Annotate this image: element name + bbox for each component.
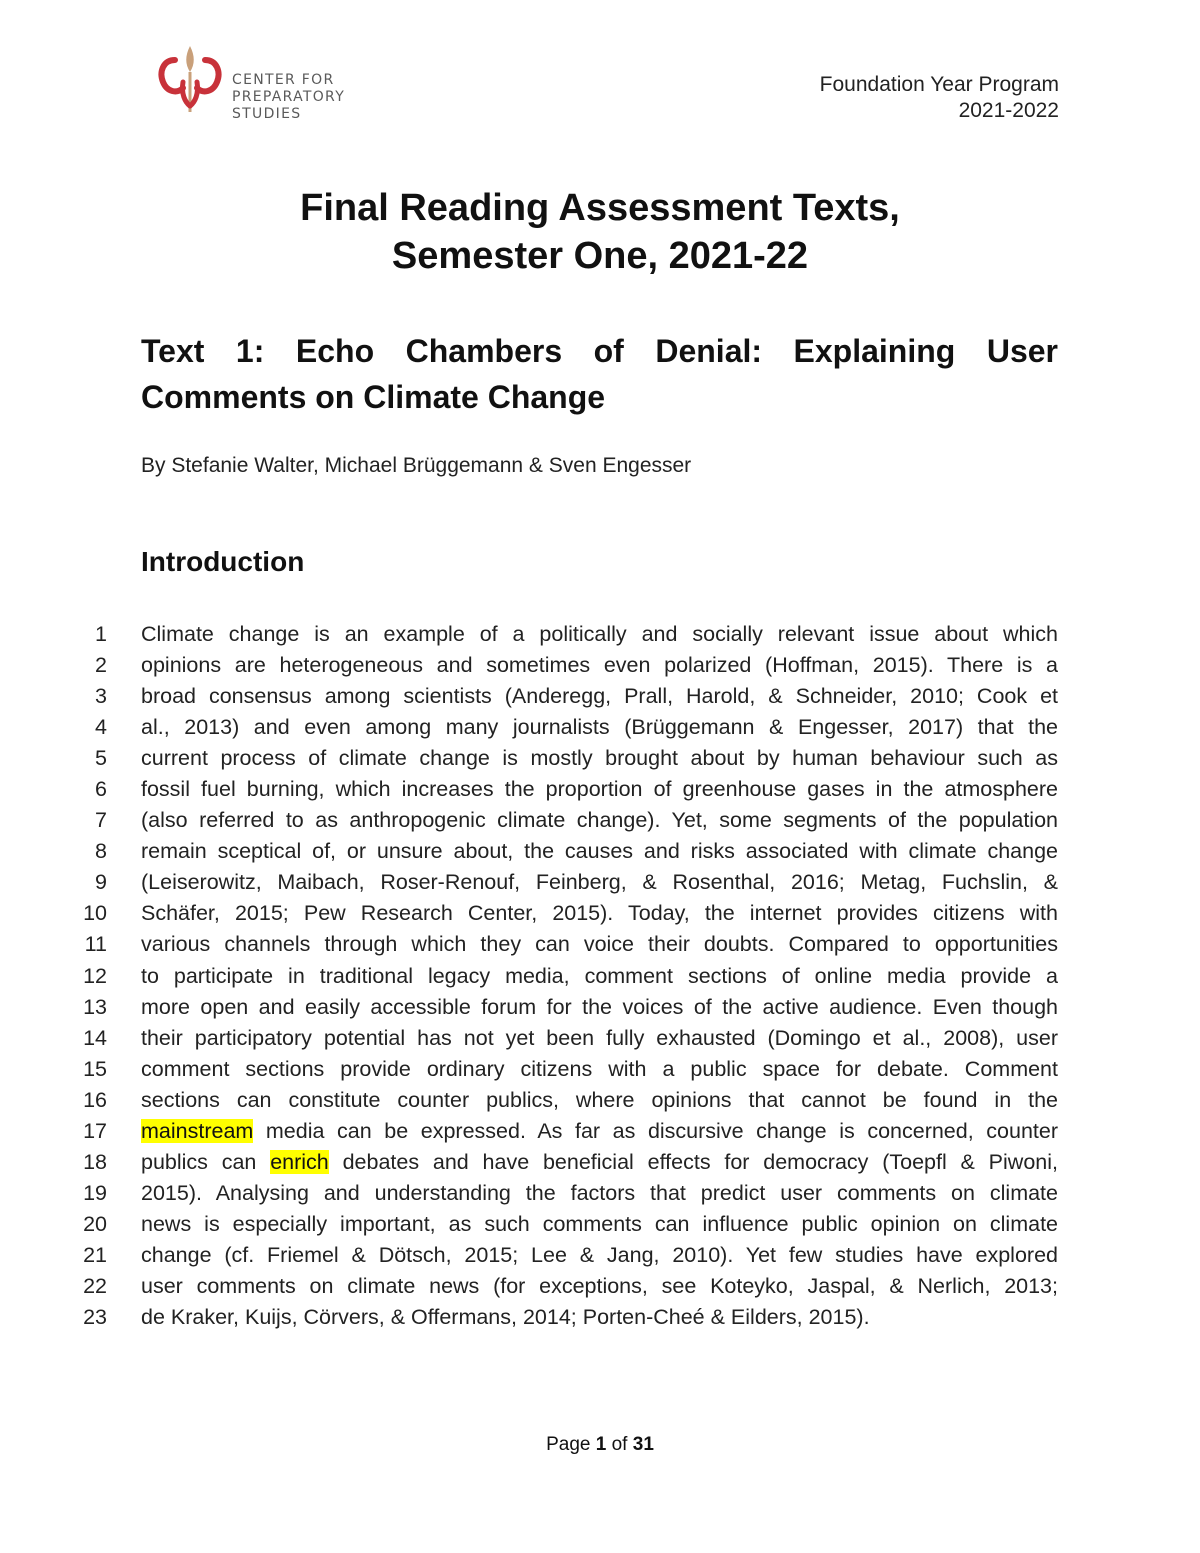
- line-number: 15: [83, 1056, 107, 1081]
- line-number: 12: [83, 963, 107, 988]
- center-for-preparatory-studies-logo-icon: [155, 42, 225, 114]
- line-text: [141, 1178, 1058, 1209]
- text-line: [0, 681, 1200, 712]
- line-number: 3: [95, 684, 107, 709]
- line-text: [141, 712, 1058, 743]
- header-program-info: [820, 72, 1059, 124]
- line-text-content: [141, 1116, 1058, 1147]
- line-text-content: 2015). Analysing and understanding the factors that predict user comments on climate: [141, 1180, 1058, 1205]
- text-line: [0, 898, 1200, 929]
- line-number: 21: [83, 1242, 107, 1267]
- line-number: 20: [83, 1211, 107, 1236]
- line-text-content: (also referred to as anthropogenic climate change). Yet, some segments of the population: [141, 808, 1058, 833]
- page-word: Page: [546, 1434, 591, 1455]
- line-text-content: Climate change is an example of a politically and socially relevant issue about which: [141, 622, 1058, 646]
- line-text-content: current process of climate change is mostly brought about by human behaviour such as: [141, 746, 1058, 771]
- text-line: [0, 774, 1200, 805]
- text-line: [0, 650, 1200, 681]
- logo-text-line: STUDIES: [232, 106, 302, 122]
- text-line: [0, 929, 1200, 960]
- document-title-line: Semester One, 2021-22: [391, 235, 809, 277]
- line-text-content: more open and easily accessible forum for the voices of the active audience. Even though: [141, 994, 1058, 1019]
- text-title-line: Comments on Climate Change: [141, 379, 606, 415]
- line-text-content: various channels through which they can voice their doubts. Compared to opportunities: [141, 932, 1058, 957]
- line-text-content: their participatory potential has not yet been fully exhausted (Domingo et al., 2008), user: [141, 1025, 1058, 1050]
- authors: By Stefanie Walter, Michael Brüggemann & Sven Engesser: [141, 454, 692, 477]
- text-line: [0, 1085, 1200, 1116]
- text-line: [0, 836, 1200, 867]
- line-text: [141, 1023, 1058, 1054]
- line-number: 14: [83, 1025, 107, 1050]
- text-line: [0, 619, 1200, 650]
- line-text: [141, 805, 1058, 836]
- line-text: [141, 681, 1058, 712]
- line-number: 22: [83, 1273, 107, 1298]
- text-line: [0, 1240, 1200, 1271]
- line-number: 10: [83, 901, 107, 926]
- highlighted-word: enrich: [270, 1149, 329, 1174]
- line-text-content: comment sections provide ordinary citizens with a public space for debate. Comment: [141, 1056, 1058, 1081]
- line-text: [141, 836, 1058, 867]
- logo-text-line: CENTER FOR: [232, 72, 335, 88]
- text-line: [0, 1178, 1200, 1209]
- line-text: [141, 1147, 1058, 1178]
- text-line: [0, 1054, 1200, 1085]
- line-text: [141, 1271, 1058, 1302]
- line-text-content: change (cf. Friemel & Dötsch, 2015; Lee & Jang, 2010). Yet few studies have explored: [141, 1242, 1058, 1267]
- logo-text-line: PREPARATORY: [232, 89, 346, 105]
- line-text-content: remain sceptical of, or unsure about, the causes and risks associated with climate change: [141, 839, 1058, 864]
- line-text-segment: media can be expressed. As far as discursive change is concerned, counter: [253, 1118, 1058, 1143]
- document-title-line: Final Reading Assessment Texts,: [300, 187, 900, 229]
- line-text: [141, 1209, 1058, 1240]
- text-line: [0, 1302, 1200, 1333]
- line-number: 17: [83, 1118, 107, 1143]
- line-number: 9: [95, 870, 107, 895]
- program-name: Foundation Year Program: [819, 73, 1059, 96]
- line-text: [141, 774, 1058, 805]
- text-line: [0, 1147, 1200, 1178]
- line-number: 13: [83, 994, 107, 1019]
- line-text-content: sections can constitute counter publics, where opinions that cannot be found in the: [141, 1087, 1058, 1112]
- text-line: [0, 992, 1200, 1023]
- highlighted-word: mainstream: [141, 1118, 254, 1143]
- line-text: [141, 961, 1058, 992]
- line-text: [141, 898, 1058, 929]
- line-text: [141, 743, 1058, 774]
- line-text: [141, 1116, 1058, 1147]
- text-title-line: Text 1: Echo Chambers of Denial: Explaining User: [141, 333, 1058, 369]
- text-line: [0, 961, 1200, 992]
- program-year: 2021-2022: [958, 99, 1059, 122]
- line-text: [141, 1240, 1058, 1271]
- text-line: [0, 867, 1200, 898]
- line-text-content: news is especially important, as such comments can influence public opinion on climate: [141, 1211, 1058, 1236]
- text-line: [0, 1209, 1200, 1240]
- text-line: [0, 1271, 1200, 1302]
- line-number: 6: [95, 777, 107, 802]
- line-text: [141, 1085, 1058, 1116]
- text-title: [141, 328, 1058, 420]
- logo-text: [232, 72, 345, 123]
- line-text-content: broad consensus among scientists (Anderegg, Prall, Harold, & Schneider, 2010; Cook et: [141, 684, 1058, 709]
- line-text-content: opinions are heterogeneous and sometimes even polarized (Hoffman, 2015). There is a: [141, 653, 1058, 678]
- text-line: [0, 805, 1200, 836]
- line-text-content: de Kraker, Kuijs, Cörvers, & Offermans, 2014; Porten-Cheé & Eilders, 2015).: [141, 1305, 870, 1330]
- document-title: [0, 184, 1200, 280]
- line-number: 7: [95, 808, 107, 833]
- line-number: 4: [95, 715, 107, 740]
- logo: [155, 42, 385, 122]
- line-text-segment: publics can: [141, 1149, 271, 1174]
- line-text-content: fossil fuel burning, which increases the proportion of greenhouse gases in the atmosphere: [141, 777, 1058, 802]
- line-number: 19: [83, 1180, 107, 1205]
- line-number: 18: [83, 1149, 107, 1174]
- page-total: 31: [632, 1434, 654, 1455]
- line-number: 2: [95, 653, 107, 678]
- text-line: [0, 743, 1200, 774]
- line-text: [141, 650, 1058, 681]
- line-text-content: to participate in traditional legacy media, comment sections of online media provide a: [141, 963, 1058, 988]
- page-footer: [0, 1434, 1200, 1456]
- line-number: 11: [84, 932, 107, 957]
- line-text: [141, 992, 1058, 1023]
- line-text: [141, 929, 1058, 960]
- line-number: 1: [95, 622, 107, 646]
- line-text-content: (Leiserowitz, Maibach, Roser-Renouf, Feinberg, & Rosenthal, 2016; Metag, Fuchslin, &: [141, 870, 1058, 895]
- line-number: 5: [95, 746, 107, 771]
- line-text: [141, 1302, 1058, 1333]
- line-number: 8: [95, 839, 107, 864]
- text-line: [0, 712, 1200, 743]
- line-text-content: al., 2013) and even among many journalists (Brüggemann & Engesser, 2017) that the: [141, 715, 1058, 740]
- line-number: 16: [83, 1087, 107, 1112]
- page-current: 1: [595, 1434, 607, 1455]
- line-text: [141, 867, 1058, 898]
- numbered-paragraph: [0, 619, 1200, 1333]
- text-line: [0, 1023, 1200, 1054]
- line-text: [141, 619, 1058, 650]
- line-text-content: user comments on climate news (for exceptions, see Koteyko, Jaspal, & Nerlich, 2013;: [141, 1273, 1058, 1298]
- line-text: [141, 1054, 1058, 1085]
- line-number: 23: [83, 1305, 107, 1330]
- line-text-content: Schäfer, 2015; Pew Research Center, 2015). Today, the internet provides citizens with: [141, 901, 1058, 926]
- section-heading: Introduction: [141, 546, 305, 577]
- text-line: [0, 1116, 1200, 1147]
- line-text-segment: debates and have beneficial effects for democracy (Toepfl & Piwoni,: [328, 1149, 1058, 1174]
- line-text-content: [141, 1147, 1058, 1178]
- of-word: of: [611, 1434, 628, 1455]
